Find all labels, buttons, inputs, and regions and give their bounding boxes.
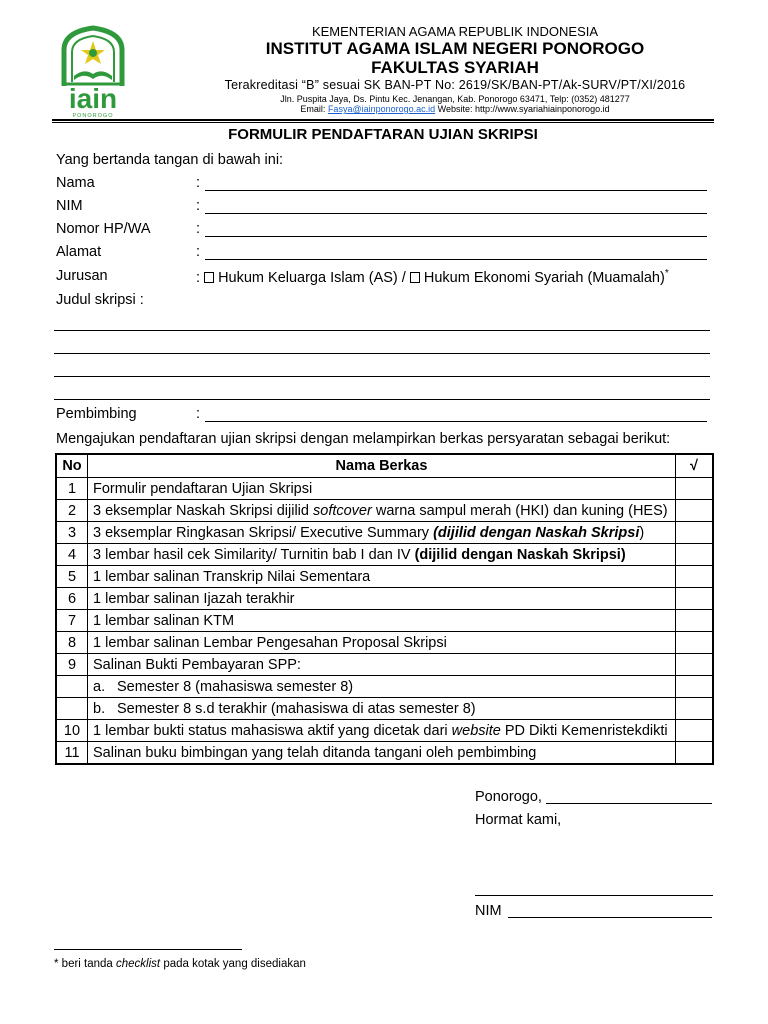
- row-checkbox[interactable]: [676, 566, 714, 588]
- row-marker: a.: [93, 678, 106, 695]
- logo-wordmark: iain: [68, 83, 118, 114]
- footnote-italic: checklist: [116, 958, 161, 970]
- option-hes-label: Hukum Ekonomi Syariah (Muamalah): [423, 269, 665, 286]
- header-rule-thick: [52, 119, 714, 121]
- row-item: 1 lembar salinan Ijazah terakhir: [88, 588, 676, 610]
- table-row: [56, 544, 713, 566]
- row-no: 2: [56, 500, 88, 522]
- nama-colon: :: [196, 175, 201, 191]
- row-no: 10: [56, 720, 88, 742]
- header-rule-thin: [52, 122, 714, 123]
- table-row: [56, 632, 713, 654]
- row-item: [88, 676, 676, 698]
- table-subrow: [56, 698, 713, 720]
- row-checkbox[interactable]: [676, 610, 714, 632]
- row-item: 1 lembar salinan Lembar Pengesahan Proposal Skripsi: [88, 632, 676, 654]
- jurusan-colon: :: [196, 269, 201, 286]
- logo-subtext: PONOROGO: [72, 113, 114, 119]
- alamat-label: Alamat: [56, 244, 102, 260]
- row-checkbox[interactable]: [676, 676, 714, 698]
- iain-logo: [52, 24, 134, 120]
- row-no: 5: [56, 566, 88, 588]
- jurusan-asterisk: *: [664, 268, 669, 279]
- nim-label: NIM: [56, 198, 83, 214]
- address-text: Jln. Puspita Jaya, Ds. Pintu Kec. Jenangan, Kab. Ponorogo 63471, Telp: (0352) 481277: [280, 94, 630, 104]
- row-no: 4: [56, 544, 88, 566]
- website-text: Website: http://www.syariahiainponorogo.id: [437, 104, 610, 114]
- row-item: [88, 522, 676, 544]
- judul-line-3[interactable]: [54, 362, 710, 377]
- row-item: [88, 500, 676, 522]
- row-checkbox[interactable]: [676, 742, 714, 765]
- sig-nim-label: NIM: [475, 903, 502, 919]
- row-text: Semester 8 (mahasiswa semester 8): [117, 678, 354, 695]
- row-checkbox[interactable]: [676, 588, 714, 610]
- judul-line-2[interactable]: [54, 339, 710, 354]
- row-marker: b.: [93, 700, 106, 717]
- hp-field[interactable]: [205, 222, 707, 237]
- row-no: 7: [56, 610, 88, 632]
- row-text: PD Dikti Kemenristekdikti: [500, 722, 668, 739]
- institution-name: INSTITUT AGAMA ISLAM NEGERI PONOROGO: [265, 39, 645, 58]
- row-checkbox[interactable]: [676, 720, 714, 742]
- table-row: [56, 654, 713, 676]
- nim-field[interactable]: [205, 199, 707, 214]
- row-item: Formulir pendaftaran Ujian Skripsi: [88, 478, 676, 500]
- table-subrow: [56, 676, 713, 698]
- contact-line: [150, 104, 760, 114]
- row-text: Semester 8 s.d terakhir (mahasiswa di atas semester 8): [117, 700, 476, 717]
- jurusan-label: Jurusan: [56, 268, 108, 284]
- row-text: 3 eksemplar Ringkasan Skripsi/ Executive Summary: [93, 524, 434, 541]
- judul-label: Judul skripsi :: [56, 292, 144, 308]
- table-row: [56, 522, 713, 544]
- hp-label: Nomor HP/WA: [56, 221, 151, 237]
- row-checkbox[interactable]: [676, 544, 714, 566]
- regards-text: Hormat kami,: [475, 812, 562, 828]
- sig-nim-field[interactable]: [508, 903, 712, 918]
- row-no: 6: [56, 588, 88, 610]
- row-text-bold: (dijilid dengan Naskah Skripsi): [414, 546, 626, 563]
- requirements-table: [55, 453, 714, 765]
- pembimbing-colon: :: [196, 406, 201, 422]
- checkbox-hki[interactable]: [204, 272, 214, 283]
- place-label: Ponorogo,: [475, 789, 542, 805]
- alamat-field[interactable]: [205, 245, 707, 260]
- alamat-colon: :: [196, 244, 201, 260]
- nim-colon: :: [196, 198, 201, 214]
- table-row: [56, 588, 713, 610]
- row-checkbox[interactable]: [676, 522, 714, 544]
- row-no: 1: [56, 478, 88, 500]
- ministry-name: KEMENTERIAN AGAMA REPUBLIK INDONESIA: [311, 24, 599, 39]
- row-text: ): [639, 524, 645, 541]
- signature-field[interactable]: [475, 881, 713, 896]
- row-item: 1 lembar salinan KTM: [88, 610, 676, 632]
- row-item: [88, 698, 676, 720]
- row-no: 11: [56, 742, 88, 765]
- hp-colon: :: [196, 221, 201, 237]
- intro-text: Yang bertanda tangan di bawah ini:: [56, 152, 284, 168]
- email-link[interactable]: Fasya@iainponorogo.ac.id: [327, 104, 436, 114]
- faculty-name: FAKULTAS SYARIAH: [371, 58, 539, 77]
- row-text-italic: softcover: [313, 502, 372, 519]
- row-no: 3: [56, 522, 88, 544]
- row-text: warna sampul merah (HKI) dan kuning (HES): [371, 502, 668, 519]
- footnote-text: * beri tanda: [54, 958, 117, 970]
- date-field[interactable]: [546, 789, 712, 804]
- row-checkbox[interactable]: [676, 478, 714, 500]
- footnote-text: pada kotak yang disediakan: [160, 958, 306, 970]
- row-no: 9: [56, 654, 88, 676]
- row-item: 1 lembar salinan Transkrip Nilai Sementara: [88, 566, 676, 588]
- row-checkbox[interactable]: [676, 632, 714, 654]
- table-header-row: [56, 454, 713, 478]
- table-row: [56, 610, 713, 632]
- jurusan-options: [196, 268, 669, 286]
- row-text-italic: website: [451, 722, 501, 739]
- table-row: [56, 566, 713, 588]
- checkbox-hes[interactable]: [410, 272, 420, 283]
- footnote: [54, 958, 306, 970]
- accreditation-text: Terakreditasi “B” sesuai SK BAN-PT No: 2619/SK/BAN-PT/Ak-SURV/PT/XI/2016: [224, 78, 686, 92]
- judul-line-4[interactable]: [54, 385, 710, 400]
- row-item: Salinan buku bimbingan yang telah ditanda tangani oleh pembimbing: [88, 742, 676, 765]
- pembimbing-label: Pembimbing: [56, 406, 137, 422]
- row-item: [88, 544, 676, 566]
- table-row: [56, 478, 713, 500]
- nama-label: Nama: [56, 175, 95, 191]
- row-no: 8: [56, 632, 88, 654]
- row-item: Salinan Bukti Pembayaran SPP:: [88, 654, 676, 676]
- table-row: [56, 500, 713, 522]
- pembimbing-field[interactable]: [205, 407, 707, 422]
- email-label: Email:: [300, 104, 326, 114]
- request-text: Mengajukan pendaftaran ujian skripsi dengan melampirkan berkas persyaratan sebagai berikut:: [56, 431, 671, 447]
- table-row: [56, 720, 713, 742]
- row-no-empty: [56, 698, 88, 720]
- option-hki-label: Hukum Keluarga Islam (AS) /: [218, 269, 406, 286]
- row-item: [88, 720, 676, 742]
- table-row: [56, 742, 713, 765]
- form-title: FORMULIR PENDAFTARAN UJIAN SKRIPSI: [228, 126, 538, 143]
- row-text: 3 lembar hasil cek Similarity/ Turnitin bab I dan IV: [93, 546, 415, 563]
- footnote-rule: [54, 949, 242, 950]
- row-text-bold: (dijilid dengan Naskah Skripsi: [433, 524, 640, 541]
- row-checkbox[interactable]: [676, 500, 714, 522]
- row-checkbox[interactable]: [676, 698, 714, 720]
- row-checkbox[interactable]: [676, 654, 714, 676]
- judul-line-1[interactable]: [54, 316, 710, 331]
- col-check-header: √: [676, 454, 714, 478]
- row-text: 1 lembar bukti status mahasiswa aktif yang dicetak dari: [93, 722, 452, 739]
- row-text: 3 eksemplar Naskah Skripsi dijilid: [93, 502, 313, 519]
- nama-field[interactable]: [205, 176, 707, 191]
- col-no-header: No: [56, 454, 88, 478]
- col-name-header: Nama Berkas: [88, 454, 676, 478]
- row-no-empty: [56, 676, 88, 698]
